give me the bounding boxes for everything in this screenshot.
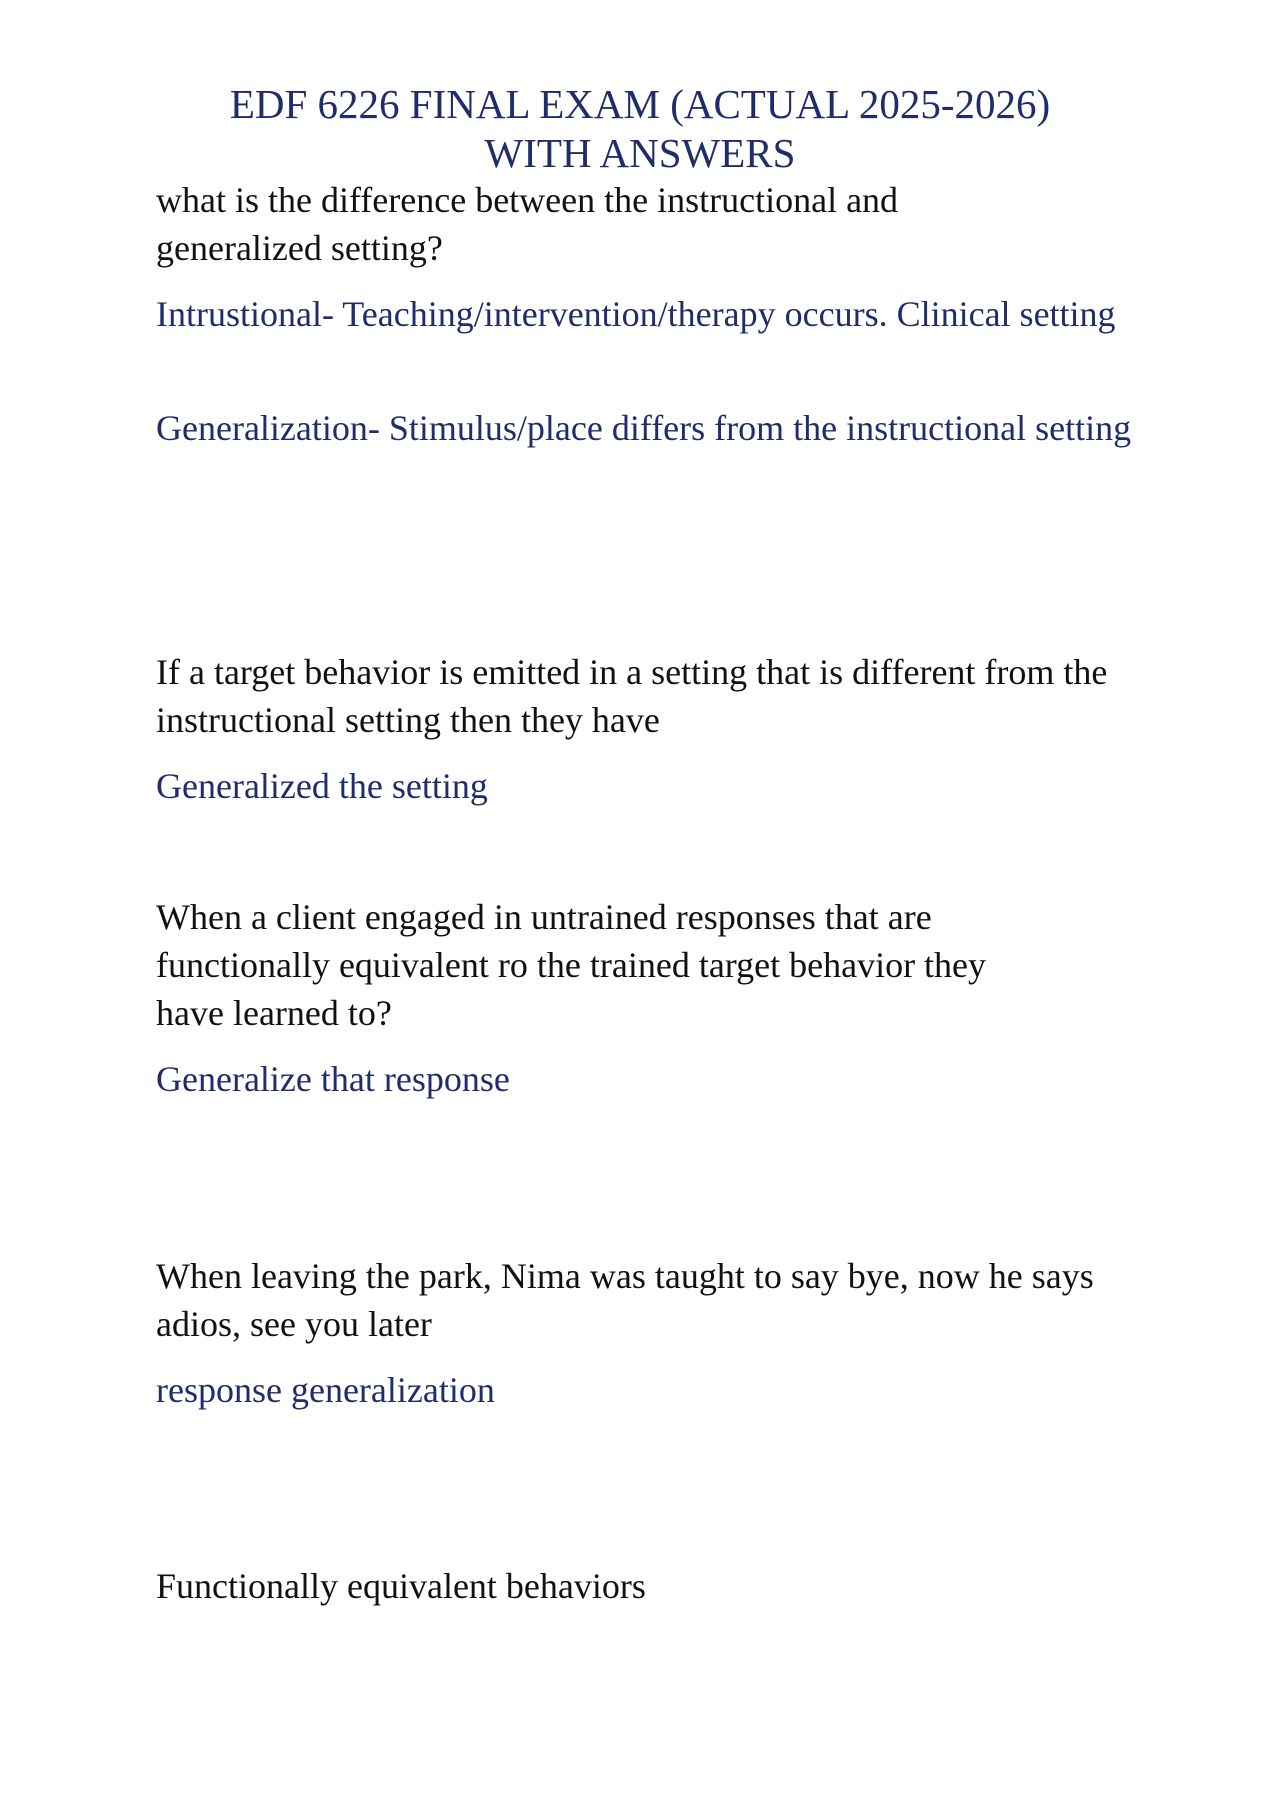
- question-4: When leaving the park, Nima was taught to say bye, now he says adios, see you later: [156, 1256, 1094, 1344]
- answer-2: Generalized the setting: [156, 766, 488, 806]
- title-line-2: WITH ANSWERS: [484, 130, 796, 176]
- question-5: Functionally equivalent behaviors: [156, 1566, 646, 1606]
- question-1: what is the difference between the instructional and generalized setting?: [156, 180, 899, 268]
- document-title: [0, 80, 1280, 178]
- question-3: When a client engaged in untrained responses that are functionally equivalent ro the trained target behavior they have learned to?: [156, 897, 987, 1033]
- answer-1-b: Generalization- Stimulus/place differs from the instructional setting: [156, 408, 1132, 448]
- answer-1-a: Intrustional- Teaching/intervention/therapy occurs. Clinical setting: [156, 294, 1116, 334]
- title-line-1: EDF 6226 FINAL EXAM (ACTUAL 2025-2026): [229, 81, 1051, 127]
- answer-3: Generalize that response: [156, 1059, 510, 1099]
- answer-4: response generalization: [156, 1370, 495, 1410]
- question-2: If a target behavior is emitted in a setting that is different from the instructional setting then they have: [156, 652, 1108, 740]
